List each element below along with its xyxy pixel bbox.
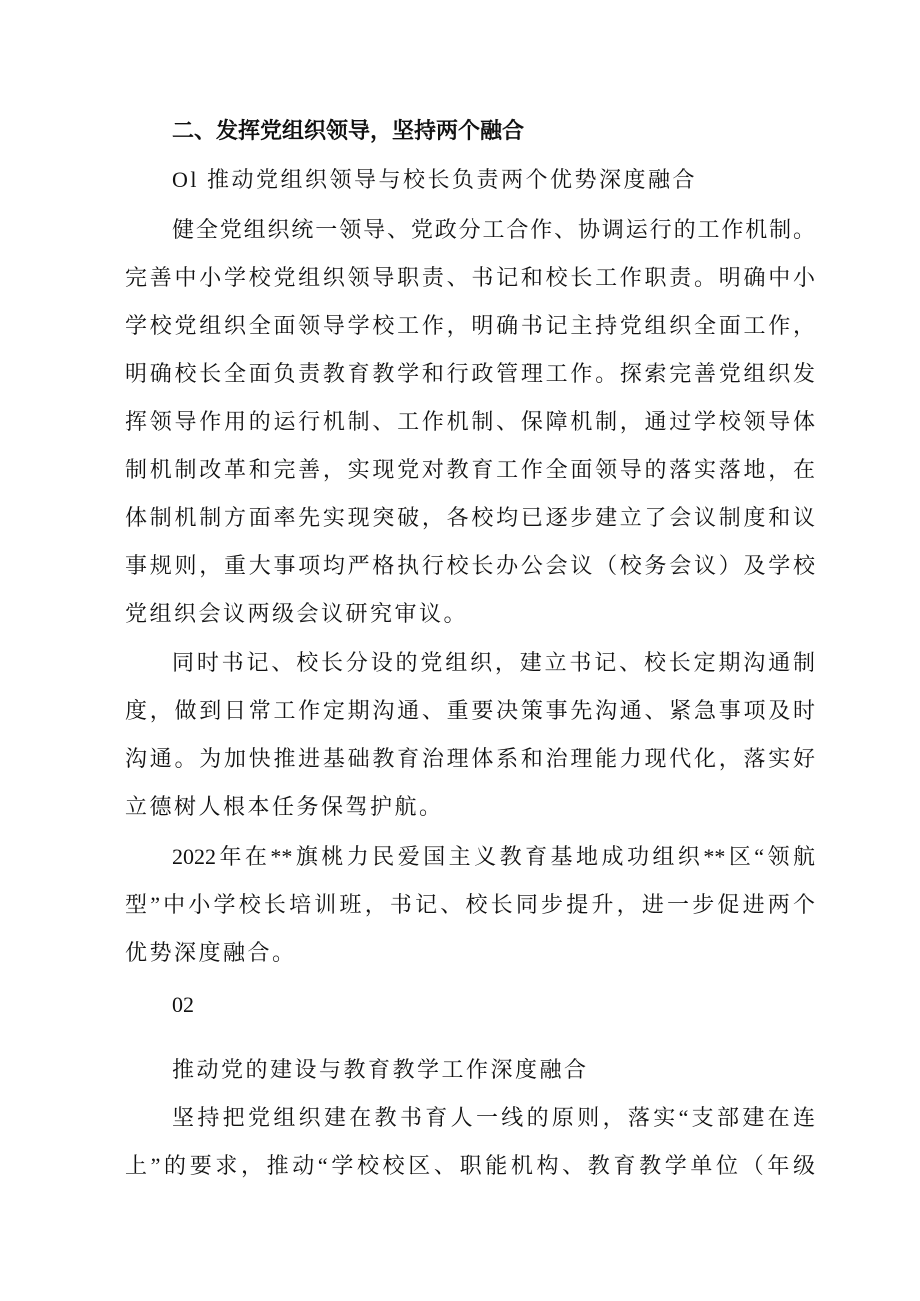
paragraph-line: 完善中小学校党组织领导职责、书记和校长工作职责。明确中小 xyxy=(125,265,815,290)
paragraph-line: 上”的要求，推动“学校校区、职能机构、教育教学单位（年级 xyxy=(125,1153,815,1178)
paragraph-line: 型”中小学校长培训班，书记、校长同步提升，进一步促进两个 xyxy=(125,892,815,917)
paragraph-line: 挥领导作用的运行机制、工作机制、保障机制，通过学校领导体 xyxy=(125,409,815,434)
paragraph-line: 明确校长全面负责教育教学和行政管理工作。探索完善党组织发 xyxy=(125,361,815,386)
paragraph-line: 学校党组织全面领导学校工作，明确书记主持党组织全面工作， xyxy=(125,313,815,338)
subsection-title: 推动党组织领导与校长负责两个优势深度融合 xyxy=(207,167,698,192)
subsection-number-02: 02 xyxy=(172,992,194,1017)
paragraph-line: 立德树人根本任务保驾护航。 xyxy=(125,794,444,819)
paragraph-line: 沟通。为加快推进基础教育治理体系和治理能力现代化，落实好 xyxy=(125,746,815,771)
subsection-number: Ol xyxy=(172,167,199,192)
paragraph-line: 体制机制方面率先实现突破，各校均已逐步建立了会议制度和议 xyxy=(125,505,815,530)
paragraph-line: 制机制改革和完善，实现党对教育工作全面领导的落实落地，在 xyxy=(125,457,815,482)
subsection-title-02: 推动党的建设与教育教学工作深度融合 xyxy=(172,1057,589,1082)
paragraph-line: 度，做到日常工作定期沟通、重要决策事先沟通、紧急事项及时 xyxy=(125,698,815,723)
paragraph-line: 事规则，重大事项均严格执行校长办公会议（校务会议）及学校 xyxy=(125,553,815,578)
paragraph-line: 优势深度融合。 xyxy=(125,940,297,965)
paragraph-line: 2022年在**旗桃力民爱国主义教育基地成功组织**区“领航 xyxy=(172,844,815,869)
paragraph-line: 同时书记、校长分设的党组织，建立书记、校长定期沟通制 xyxy=(172,650,815,675)
paragraph-line: 坚持把党组织建在教书育人一线的原则，落实“支部建在连 xyxy=(172,1105,815,1130)
section-heading: 二、发挥党组织领导，坚持两个融合 xyxy=(172,118,525,143)
paragraph-line: 党组织会议两级会议研究审议。 xyxy=(125,601,469,626)
paragraph-line: 健全党组织统一领导、党政分工合作、协调运行的工作机制。 xyxy=(172,217,815,242)
subsection-title-01 xyxy=(172,164,815,196)
